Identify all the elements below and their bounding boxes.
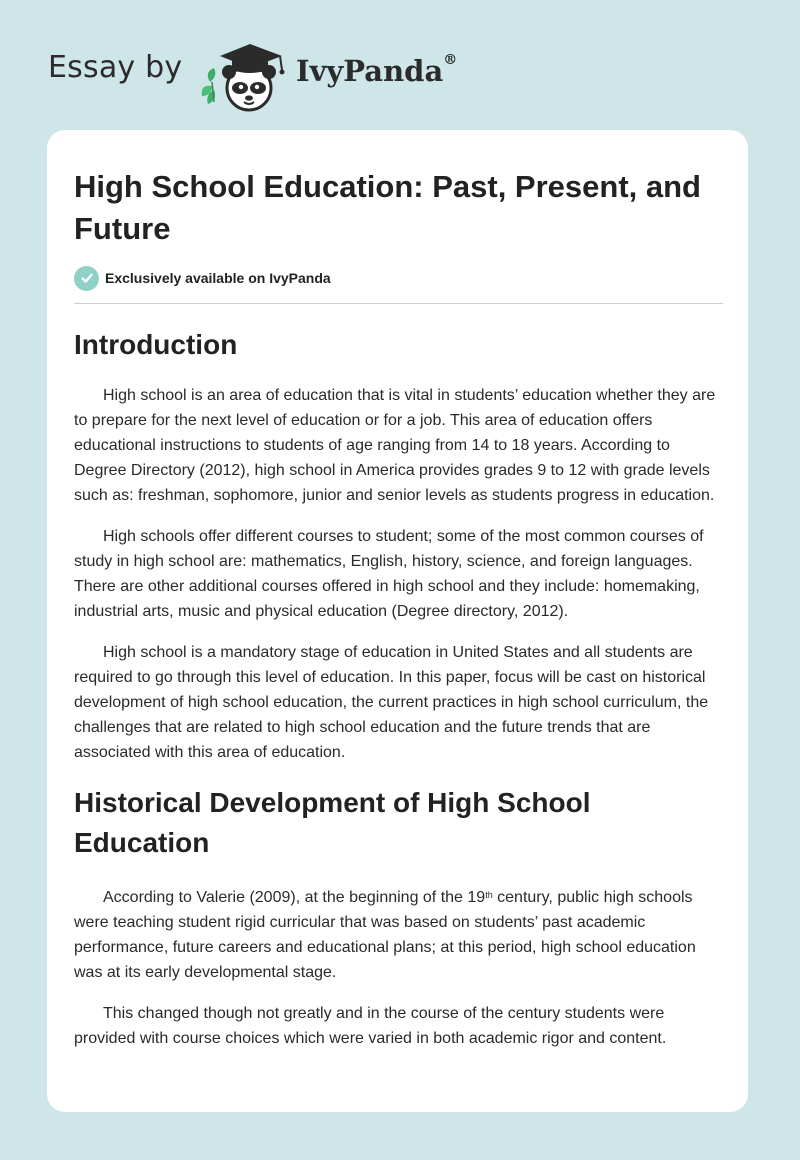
checkmark-icon bbox=[74, 266, 99, 291]
paragraph: High school is a mandatory stage of education in United States and all students are required to go through this level of education. In this paper, focus will be cast on historical development of high school education, the current practices in high school curriculum, the challenges that are related to high school education and the future trends that are associated with this area of education. bbox=[74, 644, 709, 761]
paragraph-text-start: According to Valerie (2009), at the beginning of the 19 bbox=[103, 889, 486, 906]
title-divider bbox=[74, 303, 723, 304]
paragraph-text-end: century, public high schools were teaching student rigid curricular that was based on students’ past academic performance, future careers and educational plans; at this period, high school education was at its early developmental stage. bbox=[74, 889, 696, 981]
section-heading-historical-development: Historical Development of High School Education bbox=[74, 787, 591, 858]
site-header bbox=[0, 0, 800, 130]
article-title: High School Education: Past, Present, and Future bbox=[74, 169, 701, 246]
exclusive-badge-text: Exclusively available on IvyPanda bbox=[105, 270, 331, 286]
registered-mark: ® bbox=[443, 52, 458, 68]
article-card bbox=[47, 130, 748, 1112]
article-content bbox=[74, 130, 723, 1051]
section-heading-introduction: Introduction bbox=[74, 329, 238, 360]
paragraph bbox=[74, 885, 723, 985]
paragraph: High school is an area of education that is vital in students’ education whether they are to prepare for the next level of education or for a job. This area of education offers educational instructions to students of age ranging from 14 to 18 years. According to Degree Directory (2012), high school in America provides grades 9 to 12 with grade levels such as: freshman, sophomore, junior and senior levels as students progress in education. bbox=[74, 387, 716, 504]
brand-name-text: IvyPanda bbox=[296, 54, 444, 88]
brand-prefix: Essay by bbox=[48, 50, 183, 85]
ordinal-superscript: th bbox=[485, 890, 493, 900]
paragraph: High schools offer different courses to student; some of the most common courses of study in high school are: mathematics, English, history, science, and foreign languages. There are other additional courses offered in high school and they include: homemaking, industrial arts, music and physical education (Degree directory, 2012). bbox=[74, 528, 704, 620]
paragraph: This changed though not greatly and in the course of the century students were provided with course choices which were varied in both academic rigor and content. bbox=[74, 1005, 667, 1047]
brand-name[interactable] bbox=[296, 54, 457, 88]
panda-logo-icon[interactable] bbox=[200, 36, 296, 112]
exclusive-badge bbox=[74, 265, 723, 291]
